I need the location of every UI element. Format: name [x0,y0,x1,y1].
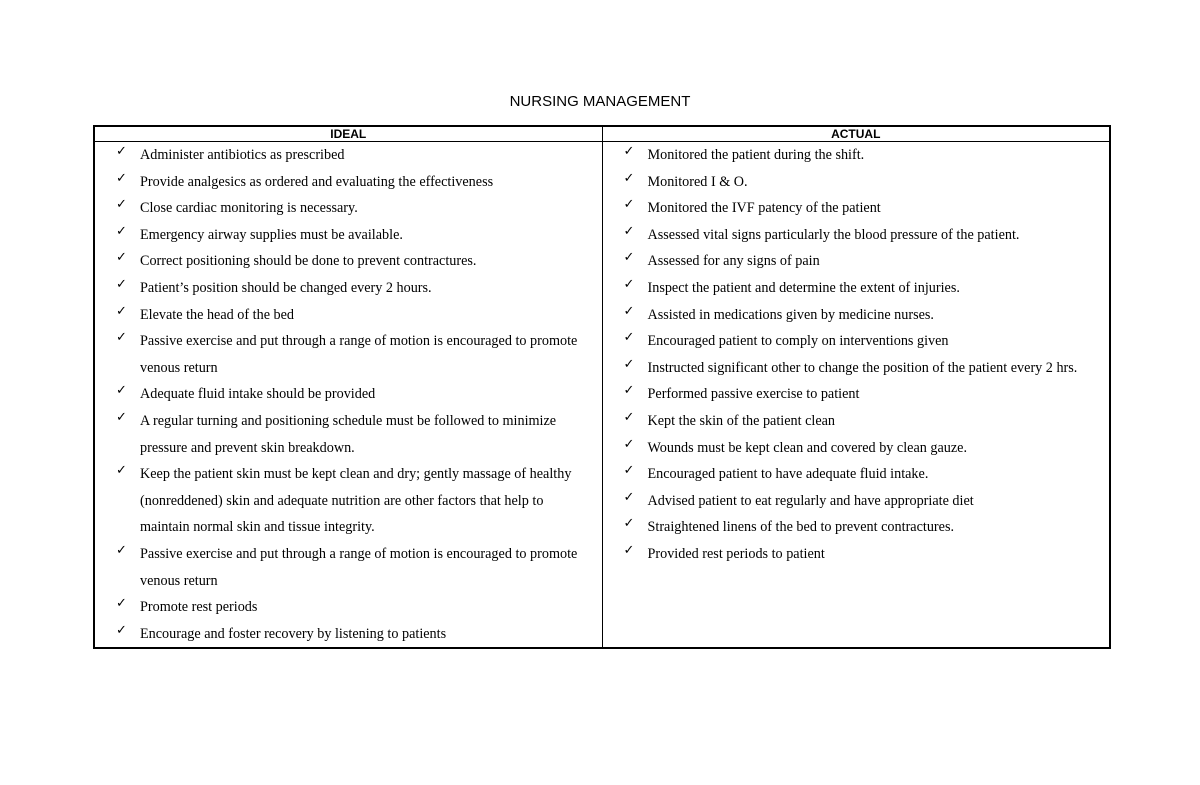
checkmark-icon: ✓ [116,409,127,425]
checkmark-icon: ✓ [623,170,635,186]
checkmark-icon: ✓ [623,463,635,479]
ideal-list-item [116,621,596,648]
column-header-actual: ACTUAL [602,126,1110,142]
ideal-list-item [116,381,596,408]
checkmark-icon: ✓ [623,197,635,213]
ideal-list-item-text: Patient’s position should be changed every 2 hours. [140,279,432,296]
ideal-list-item-text: Passive exercise and put through a range of motion is encouraged to promote venous return [140,545,578,589]
ideal-list-item-text: A regular turning and positioning schedule must be followed to minimize pressure and prevent skin breakdown. [140,412,557,456]
ideal-list-item-text: Encourage and foster recovery by listening to patients [140,625,447,642]
checkmark-icon: ✓ [116,170,127,186]
checkmark-icon: ✓ [623,250,635,266]
checkmark-icon: ✓ [116,144,127,159]
page-title: NURSING MANAGEMENT [509,93,691,110]
ideal-list-item [116,169,596,196]
actual-checklist [603,142,1110,568]
ideal-list-item-text: Keep the patient skin must be kept clean and dry; gently massage of healthy (nonreddened) skin and adequate nutrition are other factors that help to maintain normal skin and tissue integrity. [140,466,572,536]
checkmark-icon: ✓ [623,436,635,452]
ideal-list-item [116,302,596,329]
checkmark-icon: ✓ [116,463,127,479]
ideal-list-item-text: Close cardiac monitoring is necessary. [140,200,358,217]
ideal-list-item-text: Administer antibiotics as prescribed [140,147,345,163]
actual-list-item-text: Monitored the patient during the shift. [647,147,865,163]
ideal-list-item [116,541,596,594]
checkmark-icon: ✓ [623,542,635,558]
actual-list-item-text: Wounds must be kept clean and covered by clean gauze. [647,439,968,456]
ideal-list-item-text: Promote rest periods [140,599,258,616]
actual-list-item [624,222,1104,249]
actual-list-item [624,275,1104,302]
actual-list-item-text: Assessed for any signs of pain [647,253,820,270]
ideal-list-item [116,275,596,302]
checkmark-icon: ✓ [623,144,635,159]
ideal-list-item [116,248,596,275]
actual-list-item [624,488,1104,515]
actual-list-item-text: Assisted in medications given by medicine nurses. [647,306,934,323]
ideal-list-item [116,222,596,249]
checkmark-icon: ✓ [623,516,635,532]
table-header-row [94,126,1110,142]
ideal-list-item [116,142,596,169]
checkmark-icon: ✓ [623,356,635,372]
checkmark-icon: ✓ [116,223,127,239]
ideal-column [94,142,602,649]
nursing-management-table [93,125,1111,649]
ideal-list-item [116,594,596,621]
actual-list-item-text: Assessed vital signs particularly the blood pressure of the patient. [647,226,1020,243]
ideal-list-item-text: Emergency airway supplies must be available. [140,226,403,243]
checkmark-icon: ✓ [116,276,127,292]
ideal-list-item-text: Correct positioning should be done to prevent contractures. [140,253,477,270]
actual-list-item-text: Monitored the IVF patency of the patient [647,200,881,217]
ideal-list-item-text: Elevate the head of the bed [140,306,295,323]
actual-list-item [624,195,1104,222]
actual-list-item [624,142,1104,169]
actual-list-item-text: Monitored I & O. [647,173,748,190]
checkmark-icon: ✓ [116,542,127,558]
actual-list-item [624,355,1104,382]
actual-list-item-text: Encouraged patient to have adequate fluid intake. [647,466,929,483]
actual-list-item-text: Instructed significant other to change the position of the patient every 2 hrs. [647,359,1078,376]
checkmark-icon: ✓ [623,489,635,505]
actual-list-item [624,514,1104,541]
checkmark-icon: ✓ [623,330,635,346]
checkmark-icon: ✓ [116,596,127,612]
checkmark-icon: ✓ [623,409,635,425]
actual-list-item [624,435,1104,462]
actual-list-item [624,248,1104,275]
actual-list-item-text: Performed passive exercise to patient [647,386,860,403]
checkmark-icon: ✓ [116,383,127,399]
actual-list-item [624,541,1104,568]
checkmark-icon: ✓ [623,383,635,399]
checkmark-icon: ✓ [116,622,127,638]
checkmark-icon: ✓ [623,223,635,239]
actual-list-item-text: Kept the skin of the patient clean [647,412,836,429]
actual-list-item [624,461,1104,488]
actual-list-item-text: Straightened linens of the bed to prevent contractures. [647,519,955,536]
checkmark-icon: ✓ [116,330,127,346]
actual-list-item-text: Provided rest periods to patient [647,545,825,562]
ideal-checklist [95,142,602,647]
table-body-row [94,142,1110,649]
ideal-list-item-text: Provide analgesics as ordered and evaluating the effectiveness [140,173,494,190]
actual-list-item [624,408,1104,435]
ideal-list-item-text: Adequate fluid intake should be provided [140,386,376,403]
actual-list-item [624,302,1104,329]
actual-list-item [624,169,1104,196]
checkmark-icon: ✓ [623,303,635,319]
ideal-list-item [116,408,596,461]
checkmark-icon: ✓ [116,303,127,319]
column-header-ideal: IDEAL [94,126,602,142]
actual-column [602,142,1110,649]
checkmark-icon: ✓ [116,250,127,266]
checkmark-icon: ✓ [623,276,635,292]
ideal-list-item [116,461,596,541]
ideal-list-item [116,195,596,222]
actual-list-item [624,328,1104,355]
ideal-list-item-text: Passive exercise and put through a range of motion is encouraged to promote venous return [140,333,578,376]
checkmark-icon: ✓ [116,197,127,213]
actual-list-item-text: Inspect the patient and determine the extent of injuries. [647,279,960,296]
actual-list-item-text: Advised patient to eat regularly and have appropriate diet [647,492,974,509]
actual-list-item-text: Encouraged patient to comply on interventions given [647,333,949,350]
actual-list-item [624,381,1104,408]
ideal-list-item [116,328,596,381]
